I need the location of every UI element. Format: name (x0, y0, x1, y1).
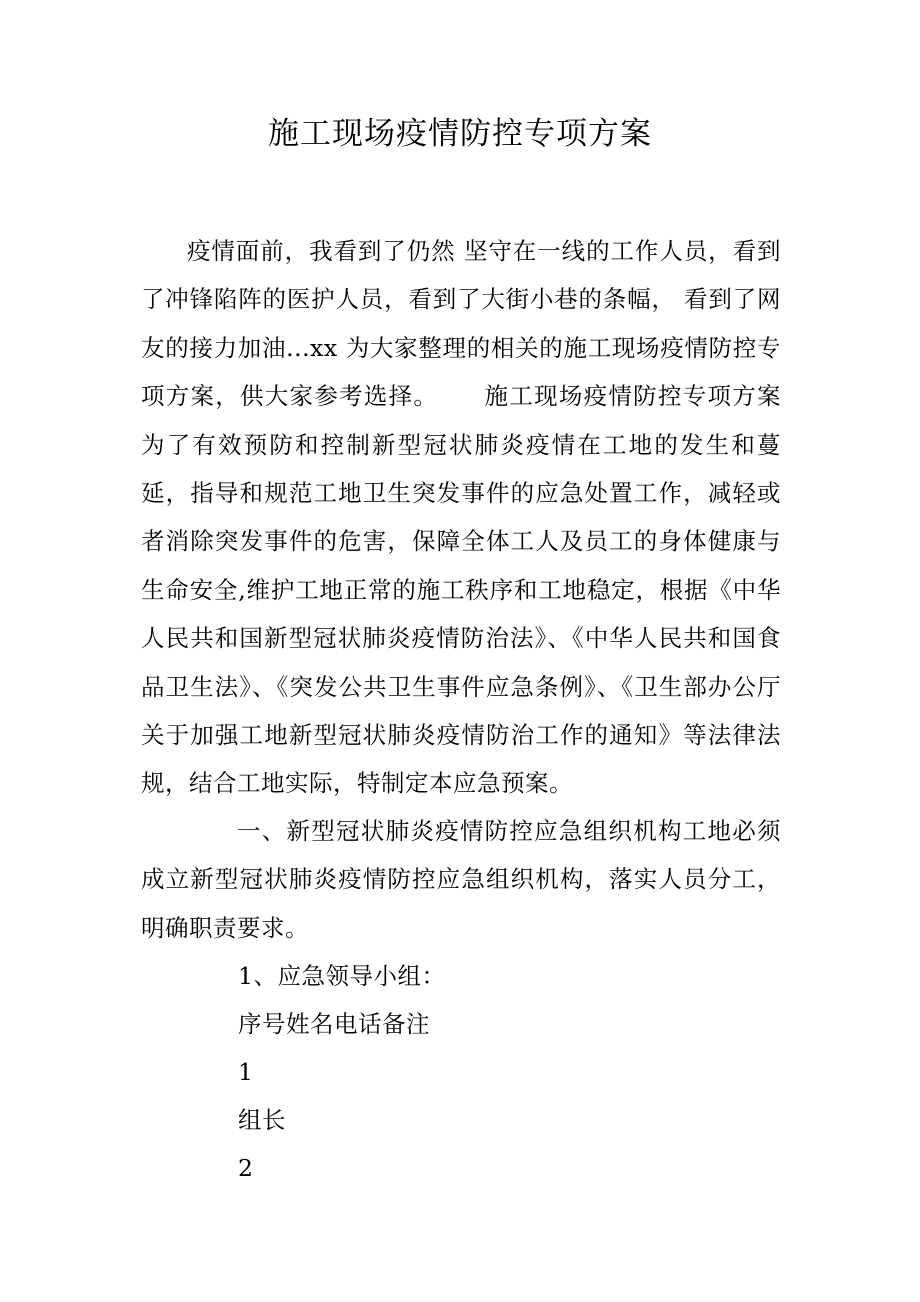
table-row-1-number: 1 (238, 1058, 254, 1086)
intro-paragraph: 疫情面前，我看到了仍然 坚守在一线的工作人员，看到了冲锋陷阵的医护人员，看到了大街小巷的条幅， 看到了网友的接力加油...xx 为大家整理的相关的施工现场疫情防控专项方案，供大家参考选择。 施工现场疫情防控专项方案 为了有效预防和控制新型冠状肺炎疫情在工地的发生和蔓延，指导和规范工地卫生突发事件的应急处置工作，减轻或者消除突发事件的危害，保障全体工人及员工的身体健康与生命安全,维护工地正常的施工秩序和工地稳定，根据《中华人民共和国新型冠状肺炎疫情防治法》、《中华人民共和国食品卫生法》、《突发公共卫生事件应急条例》、《卫生部办公厅关于加强工地新型冠状肺炎疫情防治工作的通知》等法律法规，结合工地实际，特制定本应急预案。 (141, 237, 837, 798)
document-title: 施工现场疫情防控专项方案 (268, 116, 652, 152)
table-row-1-role: 组长 (238, 1106, 286, 1134)
table-row-2-number: 2 (238, 1154, 254, 1182)
organization-paragraph: 一、新型冠状肺炎疫情防控应急组织机构工地必须成立新型冠状肺炎疫情防控应急组织机构，落实人员分工，明确职责要求。 (141, 817, 781, 942)
table-header: 序号姓名电话备注 (238, 1010, 430, 1038)
section-heading: 1、应急领导小组： (238, 962, 446, 990)
